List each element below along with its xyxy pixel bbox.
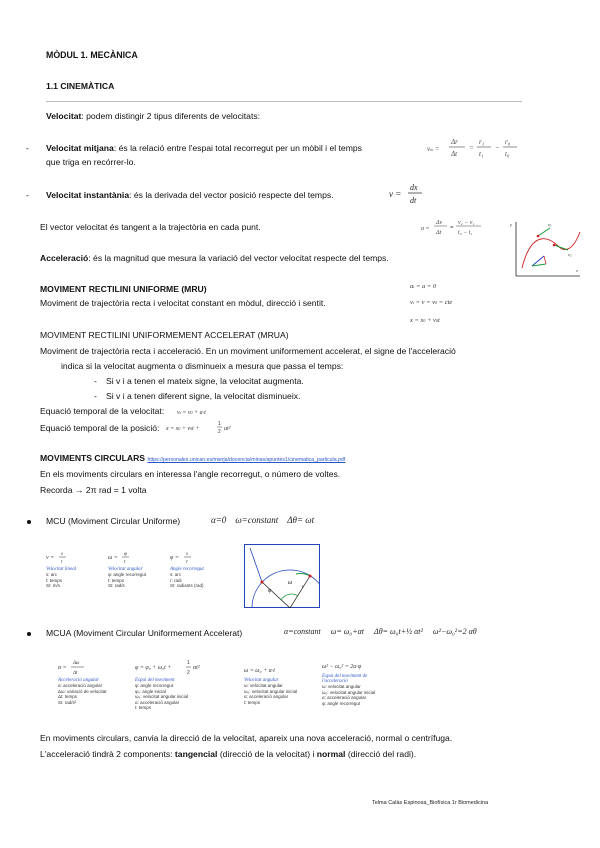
mrua-item-bullet: - <box>94 376 97 386</box>
svg-text:v₁: v₁ <box>548 222 552 227</box>
velocitat-term: Velocitat <box>46 111 82 121</box>
mcua-box-angular-acceleration <box>58 658 107 705</box>
mcua-box2-label: Espai del moviment <box>135 678 175 683</box>
svg-text:−: − <box>495 144 500 152</box>
mcu-box-linear-velocity <box>46 549 86 589</box>
dash-bullet: - <box>26 143 29 153</box>
mrua-eq-pos-label: Equació temporal de la posició: <box>40 423 160 433</box>
svg-text:s: s <box>186 552 188 557</box>
svg-text:x = x0 + v0t +: x = x0 + v0t + <box>166 426 200 432</box>
mru-text: Moviment de trajectòria recta i velocitat constant en mòdul, direcció i sentit. <box>40 298 326 308</box>
mcua-eq-omega-squared: ω²−ω₀²=2 αθ <box>432 627 477 636</box>
mrua-item-2: Si v i a tenen diferent signe, la velocitat disminueix. <box>106 391 301 401</box>
svg-text:v =: v = <box>46 555 55 561</box>
mcua-box3-label: Velocitat angular <box>244 678 279 683</box>
svg-text:Δr: Δr <box>451 138 458 146</box>
mrua-title: MOVIMENT RECTILINI UNIFORMEMENT ACCELERAT (MRUA) <box>40 330 289 340</box>
svg-text:Δω: Δω <box>73 661 80 666</box>
svg-text:dt: dt <box>410 196 417 205</box>
acceleration-formula-graphic <box>421 216 501 242</box>
mcua-box4-label: Espai del moviment de l'acceleració <box>322 674 368 684</box>
tangent-text: El vector velocitat és tangent a la trajectòria en cada punt. <box>40 222 261 232</box>
mrua-eq-vel-label: Equació temporal de la velocitat: <box>40 406 165 416</box>
velocitat-intro-text: : podem distingir 2 tipus diferents de velocitats: <box>81 111 261 121</box>
mcu-eq-theta: Δθ= ωt <box>287 515 315 525</box>
mcua-eq-theta: Δθ= ω₀t+½ αt² <box>374 627 423 636</box>
mcu-box1-label: Velocitat lineal <box>46 567 77 572</box>
instant-velocity-formula-graphic <box>389 181 429 207</box>
svg-text:r: r <box>302 585 304 590</box>
acceleracio-term: Acceleració <box>40 253 89 263</box>
svg-text:1: 1 <box>187 660 190 666</box>
bullet-dot <box>27 520 31 524</box>
instant-velocity-formula <box>389 181 429 209</box>
section-divider <box>46 101 522 102</box>
mcu-equations <box>211 515 314 525</box>
circular-line2: Recorda → 2π rad = 1 volta <box>40 485 147 495</box>
svg-text:y: y <box>510 222 512 227</box>
average-velocity-formula <box>427 136 519 164</box>
mcu-box2-legend: φ: angle recorregut t: temps SI: rad/s <box>108 572 147 588</box>
closing-line2-pre: L'acceleració tindrà 2 components: <box>40 749 175 759</box>
linear-velocity-formula <box>46 549 86 565</box>
svg-text:ω² − ω₀² = 2α·φ: ω² − ω₀² = 2α·φ <box>322 664 362 670</box>
mcua-box4-legend: ω: velocitat angular ω₀: velocitat angular inicial α: acceleració angular φ: angle recorregut <box>322 684 376 706</box>
angle-formula <box>170 549 210 565</box>
svg-text:2: 2 <box>187 670 190 676</box>
acceleration-diagram <box>510 218 582 282</box>
svg-text:=: = <box>450 225 454 231</box>
svg-text:v₂ − v₁: v₂ − v₁ <box>458 220 475 226</box>
mcua-angular-velocity-formula <box>244 662 304 676</box>
angular-velocity-formula <box>108 549 148 565</box>
circular-link[interactable]: https://personales.unican.es/mierja/docencia/minas/apuntes1/cinematica_particula.pdf <box>147 457 346 463</box>
svg-text:φ =: φ = <box>170 555 179 561</box>
mcu-eq-alpha: α=0 <box>211 515 227 525</box>
mcua-box-angular-velocity <box>244 662 304 705</box>
velocitat-intro <box>46 111 260 121</box>
svg-text:x: x <box>576 268 578 273</box>
svg-text:r: r <box>186 560 188 565</box>
circular-title: MOVIMENTS CIRCULARS <box>40 453 146 463</box>
svg-text:t: t <box>61 560 63 565</box>
velocitat-instantania <box>46 190 334 200</box>
mcu-box1-legend: s: arc t: temps SI: m/s <box>46 572 63 588</box>
mcua-box1-legend: α: acceleració angular Δω: variació de velocitat Δt: temps SI: rad/s² <box>58 683 107 705</box>
closing-normal: normal <box>316 749 346 759</box>
svg-text:t₂ − t₁: t₂ − t₁ <box>458 230 473 236</box>
svg-text:vt = v = v0 = cte: vt = v = v0 = cte <box>410 299 453 306</box>
mcua-box2-legend: φ: angle recorregut φ₀: angle inicial ω₀: velocitat angular inicial α: acceleració angular t: temps <box>135 683 189 710</box>
mrua-line1: Moviment de trajectòria recta i acceleració. En un moviment uniformement accelerat, el signe de l'acceleració <box>40 346 456 356</box>
svg-text:ω =: ω = <box>108 555 118 561</box>
svg-text:at = a = 0: at = a = 0 <box>410 283 437 290</box>
svg-text:v =: v = <box>389 189 402 199</box>
mru-formulas <box>410 280 470 330</box>
velocitat-mitjana-term: Velocitat mitjana <box>46 143 114 153</box>
closing-line2-post: (direcció del radi). <box>345 749 417 759</box>
svg-text:vt = v0 + a·t: vt = v0 + a·t <box>177 410 206 416</box>
mcu-box3-label: Angle recorregut <box>170 567 204 572</box>
velocitat-instantania-text: : és la derivada del vector posició respecte del temps. <box>129 190 334 200</box>
acceleration-diagram-graphic <box>510 218 582 280</box>
mcua-equations <box>284 627 477 636</box>
dash-bullet: - <box>26 190 29 200</box>
mcu-box-angular-velocity <box>108 549 148 589</box>
svg-text:φ: φ <box>124 552 127 557</box>
page-footer: Telma Calàs Espinosa_Biofísica 1r Biomedicina <box>372 800 489 806</box>
mcua-title: MCUA (Moviment Circular Uniformement Accelerat) <box>46 628 243 638</box>
acceleracio-text: : és la magnitud que mesura la variació del vector velocitat respecte del temps. <box>88 253 389 263</box>
svg-text:t: t <box>124 560 126 565</box>
circular-heading <box>40 453 345 463</box>
svg-text:ω = ω₀ + α·t: ω = ω₀ + α·t <box>244 668 275 674</box>
average-velocity-formula-graphic <box>427 136 519 162</box>
acceleracio <box>40 253 389 263</box>
svg-text:r₀: r₀ <box>505 138 511 146</box>
velocitat-instantania-term: Velocitat instantània <box>46 190 130 200</box>
mcua-box-space <box>135 658 215 711</box>
bullet-dot <box>27 632 31 636</box>
svg-text:t₁: t₁ <box>479 150 484 158</box>
svg-text:=: = <box>469 144 474 152</box>
acceleration-formula <box>421 216 501 244</box>
svg-text:1: 1 <box>218 421 221 427</box>
svg-text:vm =: vm = <box>427 145 440 153</box>
svg-text:t₀: t₀ <box>505 150 510 158</box>
mcua-space-formula <box>135 658 215 676</box>
velocitat-mitjana-line2: que triga en recórrer-lo. <box>46 157 136 167</box>
velocitat-mitjana-text: : és la relació entre l'espai total recorregut per un mòbil i el temps <box>113 143 362 153</box>
svg-text:2: 2 <box>218 429 221 435</box>
mcu-title: MCU (Moviment Circular Uniforme) <box>46 516 181 526</box>
mcu-circle-diagram-graphic <box>244 544 320 608</box>
mrua-item-1: Si v i a tenen el mateix signe, la velocitat augmenta. <box>106 376 304 386</box>
mcu-eq-omega: ω=constant <box>235 515 279 525</box>
mcu-circle-diagram <box>244 544 320 610</box>
svg-text:φ = φ₀ + ω₀t +: φ = φ₀ + ω₀t + <box>135 665 172 671</box>
mcua-box-acceleration-space <box>322 658 382 706</box>
svg-text:ω: ω <box>288 580 293 586</box>
mcua-box3-legend: ω: velocitat angular ω₀: velocitat angular inicial α: acceleració angular t: temps <box>244 683 298 705</box>
mcu-box-angle <box>170 549 210 589</box>
velocity-equation-graphic <box>175 405 235 417</box>
svg-text:a =: a = <box>421 226 430 232</box>
svg-text:α =: α = <box>58 665 67 671</box>
mcua-box1-label: Acceleració angular <box>58 678 99 683</box>
mrua-item-bullet: - <box>94 391 97 401</box>
mcua-eq-alpha: α=constant <box>284 627 321 636</box>
mrua-line2: indica si la velocitat augmenta o disminueix a mesura que passa el temps: <box>61 361 344 371</box>
mcu-box3-unit: SI: radiants (rad) <box>170 583 204 588</box>
mru-title: MOVIMENT RECTILINI UNIFORME (MRU) <box>40 284 207 294</box>
angular-acceleration-formula <box>58 658 98 676</box>
svg-text:αt²: αt² <box>193 665 200 671</box>
svg-text:Δt: Δt <box>451 150 458 158</box>
mcu-box3-legend: s: arc r: radi SI: radiants (rad) <box>170 572 204 588</box>
closing-line1: En moviments circulars, canvia la direcció de la velocitat, apareix una nova acceleració, normal o centrífuga. <box>40 733 453 743</box>
svg-text:at²: at² <box>224 426 231 432</box>
svg-text:φ: φ <box>268 588 272 594</box>
svg-text:r₁: r₁ <box>479 138 485 146</box>
circular-line1: En els moviments circulars en interessa l'angle recorregut, o número de voltes. <box>40 469 341 479</box>
closing-line2-mid: (direcció de la velocitat) i <box>217 749 317 759</box>
svg-text:v₂: v₂ <box>568 252 572 257</box>
position-equation-graphic <box>164 417 254 437</box>
svg-text:Δv: Δv <box>436 220 443 226</box>
module-title: MÒDUL 1. MECÀNICA <box>46 50 138 60</box>
svg-text:x = x0 + v0t: x = x0 + v0t <box>410 317 440 324</box>
closing-line2 <box>40 749 416 759</box>
mru-formulas-graphic <box>410 280 470 328</box>
section-title: 1.1 CINEMÀTICA <box>46 81 115 91</box>
svg-text:dx: dx <box>410 183 418 192</box>
mcua-omega-squared-formula <box>322 658 382 672</box>
svg-text:Δt: Δt <box>73 671 78 676</box>
svg-text:Δt: Δt <box>436 230 442 236</box>
mcua-eq-omega: ω= ω₀+αt <box>330 627 365 636</box>
svg-text:s: s <box>61 552 63 557</box>
closing-tangencial: tangencial <box>174 749 218 759</box>
mrua-eq-pos <box>164 417 254 439</box>
velocitat-mitjana <box>46 143 362 153</box>
mcu-box2-label: Velocitat angular <box>108 567 143 572</box>
